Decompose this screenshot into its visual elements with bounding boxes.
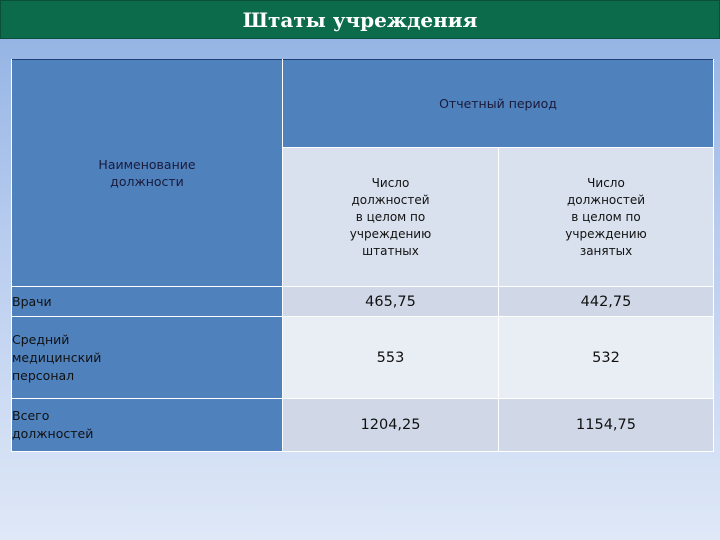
row-label-text: Средний медицинский персонал (12, 331, 102, 383)
header-occupied (499, 148, 714, 287)
header-staffed (283, 148, 499, 287)
value-staffed: 1204,25 (283, 399, 499, 452)
header-position-name (12, 60, 283, 287)
row-label (12, 317, 283, 399)
value-occupied: 532 (499, 317, 714, 399)
table-row (12, 399, 714, 452)
row-label (12, 287, 283, 317)
row-label-text: Всего должностей (12, 408, 94, 441)
slide-title (0, 0, 720, 39)
slide-title-text: Штаты учреждения (242, 7, 478, 32)
header-row-period (12, 60, 714, 148)
header-occupied-text: Число должностей в целом по учреждению занятых (565, 175, 647, 258)
row-label-text: Врачи (12, 293, 52, 309)
row-label (12, 399, 283, 452)
value-occupied: 1154,75 (499, 399, 714, 452)
header-position-name-text: Наименование должности (98, 157, 196, 189)
value-staffed: 553 (283, 317, 499, 399)
header-staffed-text: Число должностей в целом по учреждению штатных (349, 175, 432, 258)
table-row (12, 317, 714, 399)
staff-table (11, 59, 714, 452)
header-reporting-period (283, 60, 714, 148)
value-occupied: 442,75 (499, 287, 714, 317)
table-row (12, 287, 714, 317)
value-staffed: 465,75 (283, 287, 499, 317)
header-reporting-period-text: Отчетный период (439, 96, 557, 111)
